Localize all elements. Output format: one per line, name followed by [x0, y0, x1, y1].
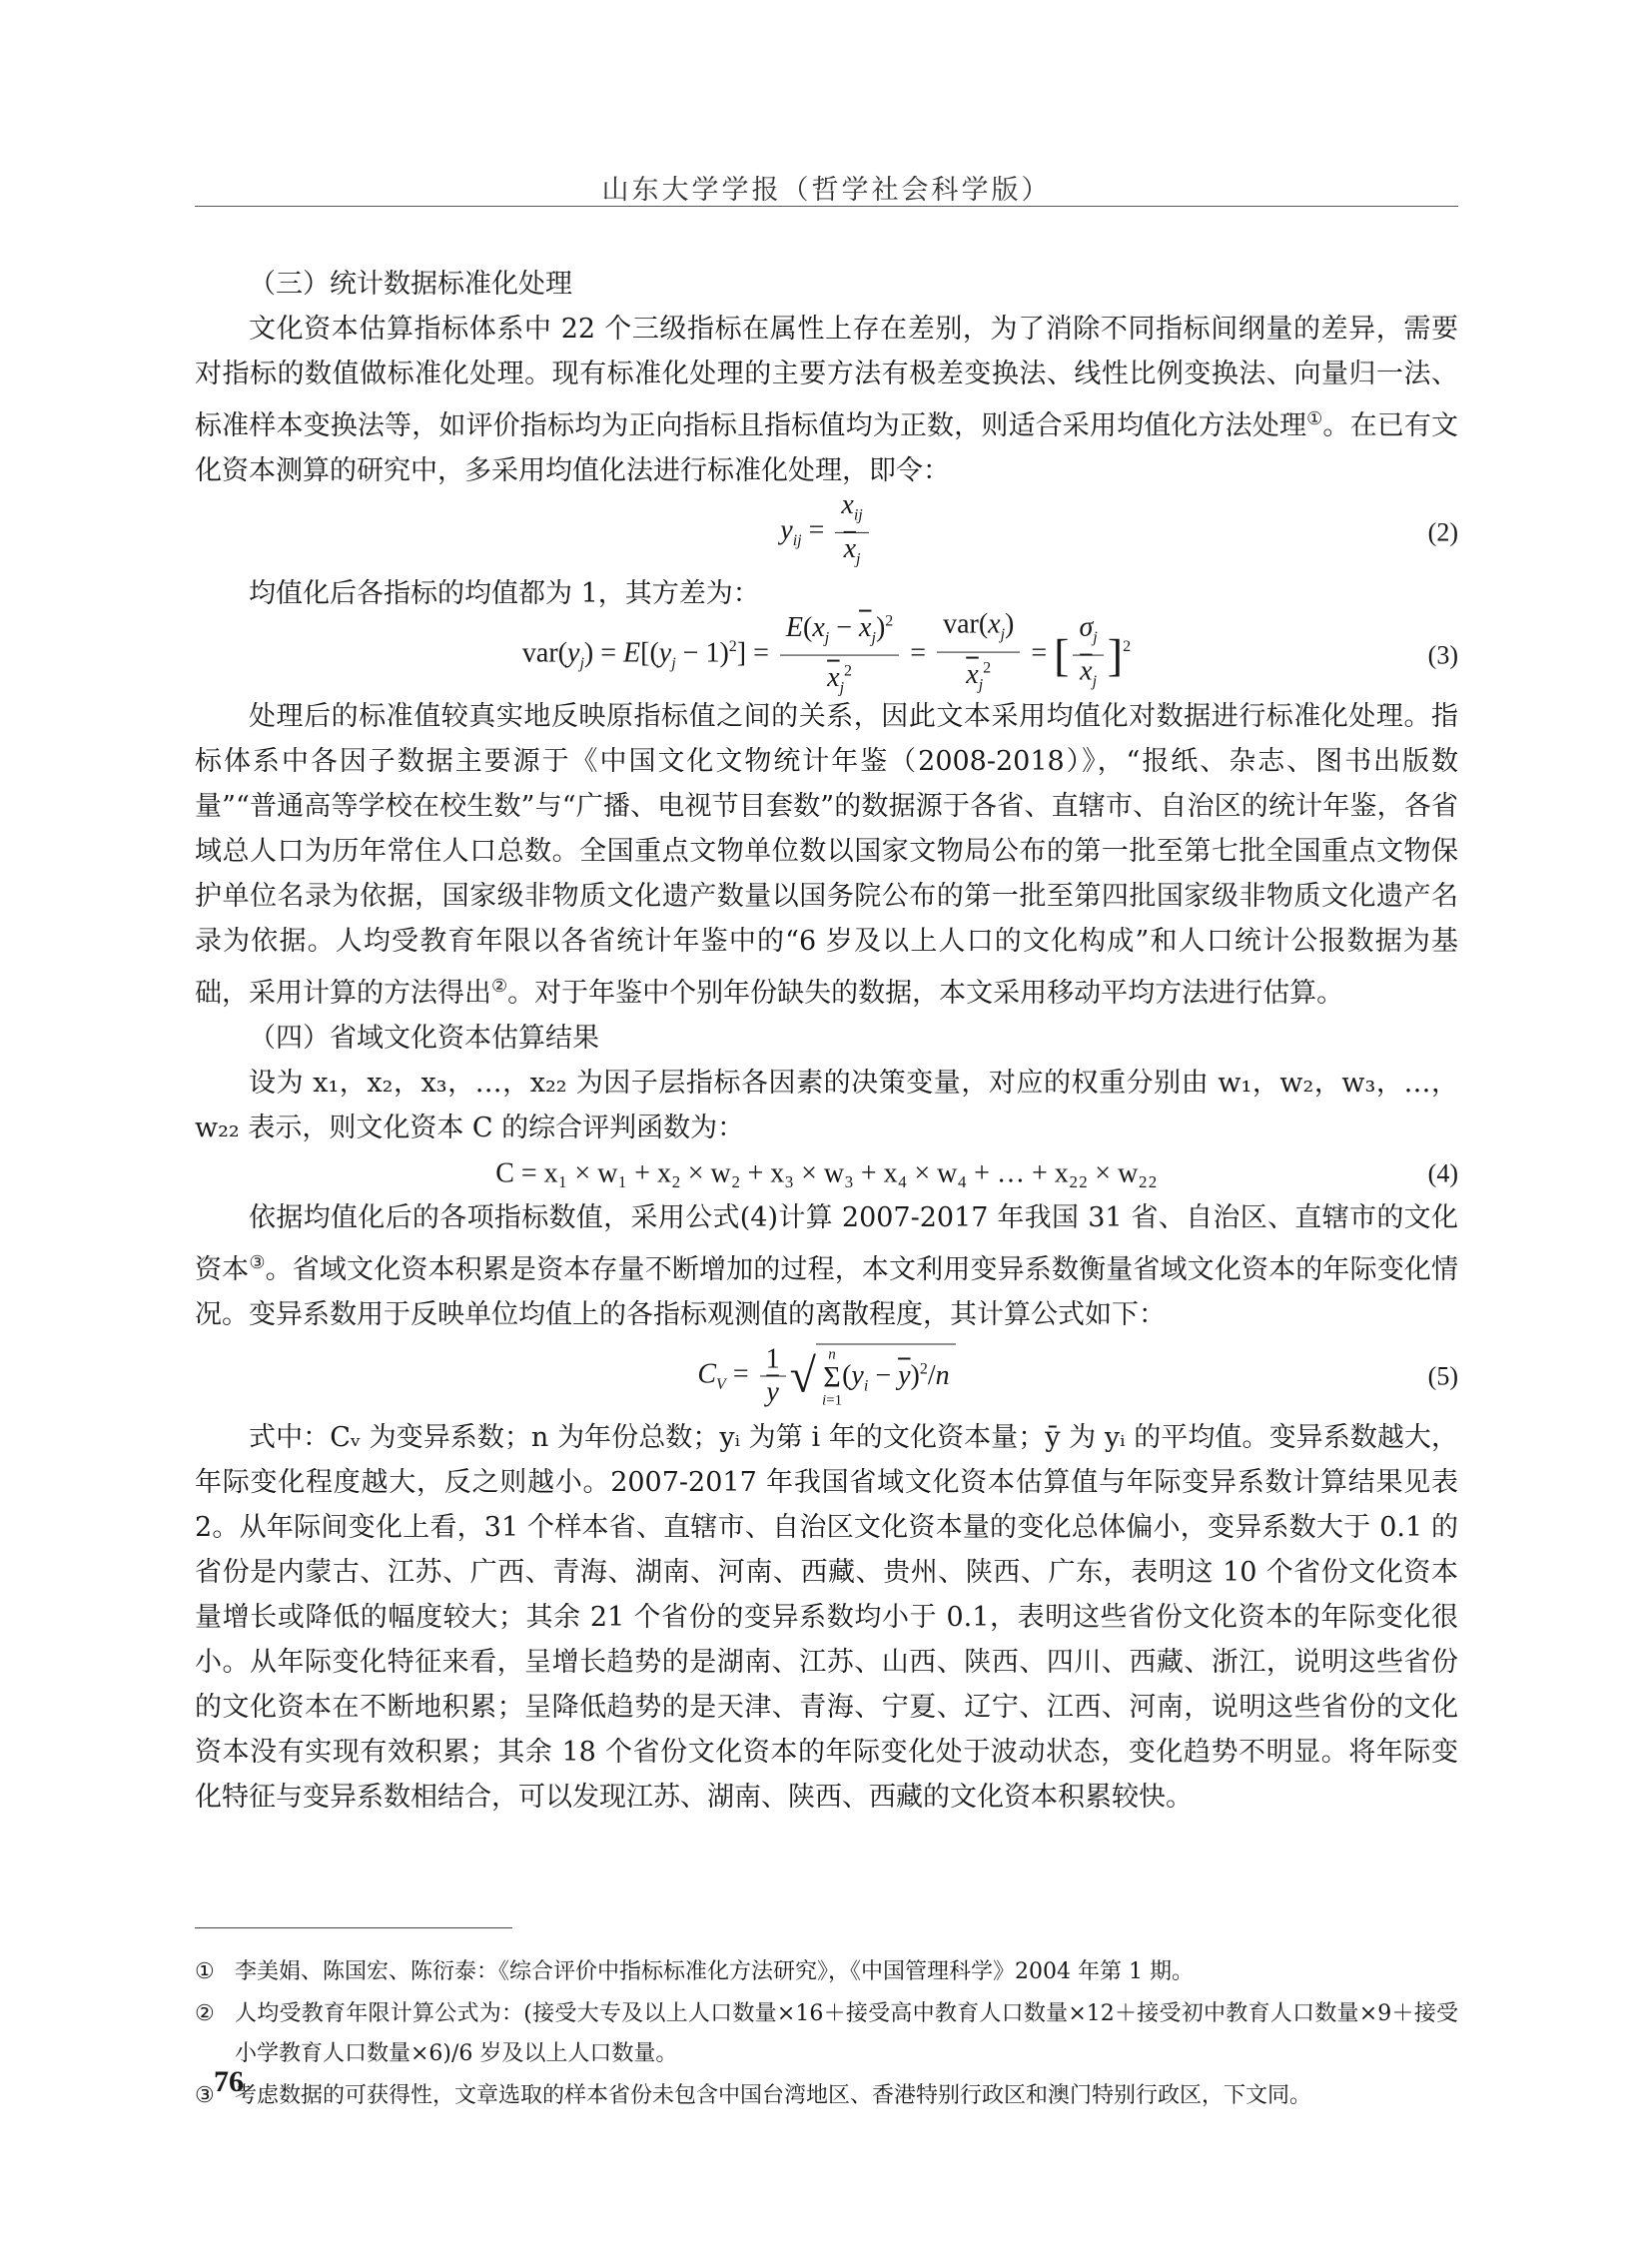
paragraph-text: 。在已有文化资本测算的研究中，多采用均值化法进行标准化处理，即令：	[195, 410, 1459, 486]
fraction: $\frac{x_{ij}}{\overline{x}_j}$	[835, 489, 868, 575]
equation-2-body: $y_{ij}$ = $\frac{x_{ij}}{\overline{x}_j}$	[195, 489, 1458, 575]
equation-5	[195, 1337, 1458, 1415]
fraction: $\frac{var(x_j)}{\overline{x}_j^2}$	[937, 609, 1020, 702]
footnote-ref-2[interactable]: ②	[491, 976, 508, 997]
equation-number: (2)	[1427, 517, 1458, 547]
footnote-text: 李美娟、陈国宏、陈衍泰：《综合评价中指标标准化方法研究》，《中国管理科学》2004 年第 1 期。	[235, 1959, 1194, 1984]
footnote-text: 人均受教育年限计算公式为：(接受大专及以上人口数量×16＋接受高中教育人口数量×12＋接受初中教育人口数量×9＋接受小学教育人口数量×6)/6 岁及以上人口数量。	[235, 2001, 1458, 2066]
running-head: 山东大学学报（哲学社会科学版）	[601, 175, 1052, 206]
paragraph	[195, 307, 1458, 493]
footnote-ref-1[interactable]: ①	[1306, 408, 1323, 429]
fraction: $\frac{1}{y}$	[760, 1344, 786, 1409]
footnote-text: 考虑数据的可获得性，文章选取的样本省份未包含中国台湾地区、香港特别行政区和澳门特别行政区，下文同。	[235, 2083, 1312, 2108]
footnote-mark: ②	[195, 2001, 215, 2026]
equation-5-body: $C_V$ = $\frac{1}{y}$ √ n Σ $i=1(y_i - \overline{y})^2/n$	[195, 1343, 1458, 1408]
body-text	[195, 262, 1458, 1820]
paragraph: 设为 x₁，x₂，x₃，…，x₂₂ 为因子层指标各因素的决策变量，对应的权重分别由 w₁，w₂，w₃，…，w₂₂ 表示，则文化资本 C 的综合评判函数为：	[195, 1068, 1458, 1143]
paragraph-text: 。对于年鉴中个别年份缺失的数据，本文采用移动平均方法进行估算。	[507, 978, 1344, 1009]
equation-3	[195, 608, 1458, 697]
footnote	[195, 2076, 1458, 2116]
paragraph: 式中：Cᵥ 为变异系数；n 为年份总数；yᵢ 为第 i 年的文化资本量；ȳ 为 yᵢ 的平均值。变异系数越大，年际变化程度越大，反之则越小。2007-2017 年我国省域文化资本估算值与年际变异系数计算结果见表 2。从年际间变化上看，31 个样本省、直辖市、自治区文化资本量的变化总体偏小，变异系数大于 0.1 的省份是内蒙古、江苏、广西、青海、湖南、河南、西藏、贵州、陕西、广东，表明这 10 个省份文化资本量增长或降低的幅度较大；其余 21 个省份的变异系数均小于 0.1，表明这些省份文化资本的年际变化很小。从年际变化特征来看，呈增长趋势的是湖南、江苏、山西、陕西、四川、西藏、浙江，说明这些省份的文化资本在不断地积累；呈降低趋势的是天津、青海、宁夏、辽宁、江西、河南，说明这些省份的文化资本没有实现有效积累；其余 18 个省份文化资本的年际变化处于波动状态，变化趋势不明显。将年际变化特征与变异系数相结合，可以发现江苏、湖南、陕西、西藏的文化资本积累较快。	[195, 1422, 1458, 1813]
paragraph-text: 处理后的标准值较真实地反映原指标值之间的关系，因此文本采用均值化对数据进行标准化处理。指标体系中各因子数据主要源于《中国文化文物统计年鉴（2008-2018）》，“报纸、杂志、图书出版数量”“普通高等学校在校生数”与“广播、电视节目套数”的数据源于各省、直辖市、自治区的统计年鉴，各省域总人口为历年常住人口总数。全国重点文物单位数以国家文物局公布的第一批至第七批全国重点文物保护单位名录为依据，国家级非物质文化遗产数量以国务院公布的第一批至第四批国家级非物质文化遗产名录为依据。人均受教育年限以各省统计年鉴中的“6 岁及以上人口的文化构成”和人口统计公报数据为基础，采用计算的方法得出	[195, 701, 1458, 1009]
page-number: 76	[214, 2065, 244, 2098]
equation-3-body: $var(y_j) = E[(y_j - 1)^2]$ = $\frac{E(x_j - \overline{x}_j)^2}{\overline{x}_j^2}$ = $\frac{var(x_j)}{\overline{x}_j^2}$ = [ $\frac{\sigma_j}{\overline{x}_j}$ ]$^2$	[195, 606, 1458, 705]
fraction: $\frac{E(x_j - \overline{x}_j)^2}{\overline{x}_j^2}$	[780, 606, 899, 705]
paragraph	[195, 1195, 1458, 1337]
footnote	[195, 1994, 1458, 2074]
footnote	[195, 1952, 1458, 1992]
fraction: $\frac{\sigma_j}{\overline{x}_j}$	[1073, 612, 1103, 698]
equation-number: (4)	[1427, 1158, 1458, 1187]
footnote-ref-3[interactable]: ③	[249, 1252, 266, 1273]
paragraph-text: 文化资本估算指标体系中 22 个三级指标在属性上存在差别，为了消除不同指标间纲量的差异，需要对指标的数值做标准化处理。现有标准化处理的主要方法有极差变换法、线性比例变换法、向量归一法、标准样本变换法等，如评价指标均为正向指标且指标值均为正数，则适合采用均值化方法处理	[195, 314, 1458, 441]
footnote-rule	[195, 1927, 512, 1928]
paragraph	[195, 694, 1458, 1016]
footnote-mark: ③	[195, 2083, 215, 2108]
equation-2	[195, 488, 1458, 571]
equation-number: (3)	[1427, 640, 1458, 670]
paragraph-text: 。省域文化资本积累是资本存量不断增加的过程，本文利用变异系数衡量省域文化资本的年际变化情况。变异系数用于反映单位均值上的各指标观测值的离散程度，其计算公式如下：	[195, 1254, 1459, 1330]
header-rule	[195, 206, 1458, 207]
section-heading-3: （三）统计数据标准化处理	[249, 269, 572, 300]
footnotes	[195, 1952, 1458, 2118]
paragraph: 均值化后各指标的均值都为 1，其方差为：	[249, 578, 760, 609]
equation-number: (5)	[1427, 1361, 1458, 1391]
footnote-mark: ①	[195, 1959, 215, 1984]
equation-4	[195, 1150, 1458, 1195]
section-heading-4: （四）省域文化资本估算结果	[249, 1023, 599, 1054]
equation-4-body: C = x₁ × w₁ + x₂ × w₂ + x₃ × w₃ + x₄ × w₄ + … + x₂₂ × w₂₂	[495, 1157, 1158, 1188]
paragraph-text: 依据均值化后的各项指标数值，采用公式(4)计算 2007-2017 年我国 31 省、自治区、直辖市的文化资本	[195, 1202, 1458, 1285]
